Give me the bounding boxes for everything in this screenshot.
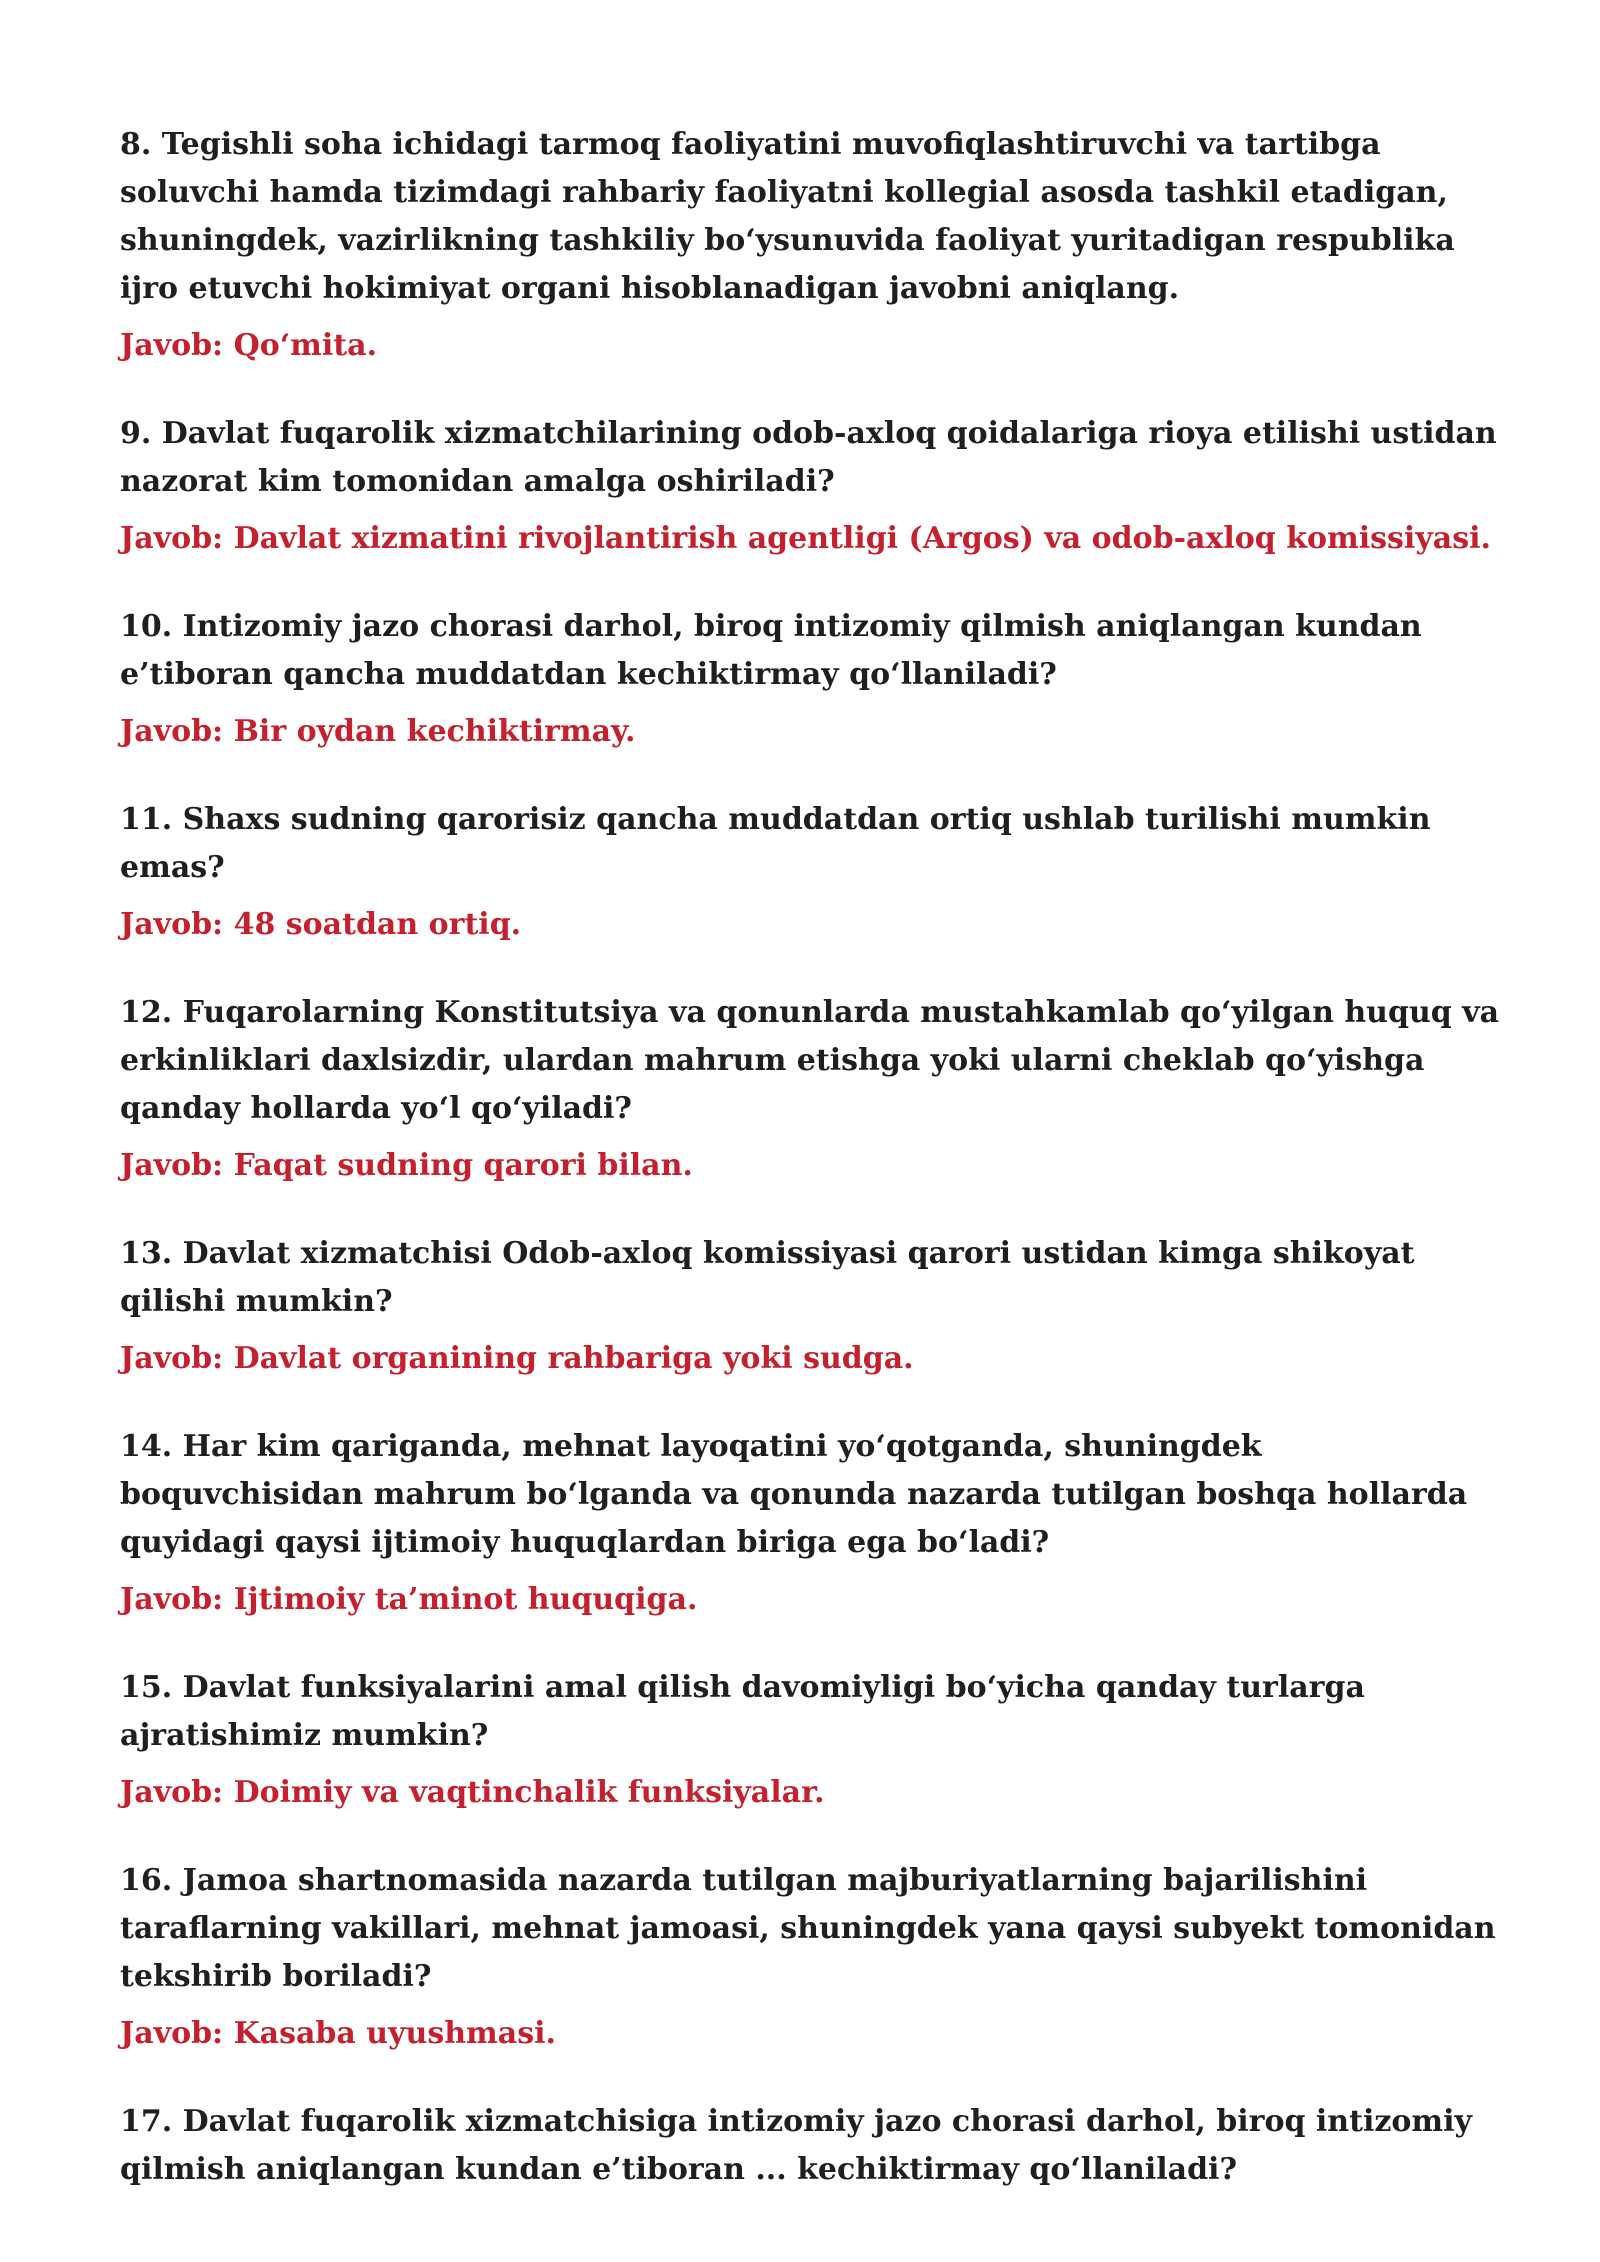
question-10: 10. Intizomiy jazo chorasi darhol, biroq intizomiy qilmish aniqlangan kundan e’tiboran qancha muddatdan kechiktirmay qo‘llaniladi? [120, 609, 1422, 692]
answer-12: Javob: Faqat sudning qarori bilan. [120, 1148, 693, 1183]
answer-14: Javob: Ijtimoiy ta’minot huquqiga. [120, 1582, 698, 1617]
qa-item-15 [120, 1664, 1500, 1817]
answer-8: Javob: Qo‘mita. [120, 328, 378, 363]
answer-15: Javob: Doimiy va vaqtinchalik funksiyalar. [120, 1775, 825, 1810]
qa-item-8 [120, 121, 1500, 370]
question-17: 17. Davlat fuqarolik xizmatchisiga intizomiy jazo chorasi darhol, biroq intizomiy qilmish aniqlangan kundan e’tiboran ... kechiktirmay qo‘llaniladi? [120, 2104, 1472, 2187]
question-9: 9. Davlat fuqarolik xizmatchilarining odob-axloq qoidalariga rioya etilishi ustidan nazorat kim tomonidan amalga oshiriladi? [120, 416, 1497, 499]
qa-item-13 [120, 1230, 1500, 1383]
question-16: 16. Jamoa shartnomasida nazarda tutilgan majburiyatlarning bajarilishini taraflarning vakillari, mehnat jamoasi, shuningdek yana qaysi subyekt tomonidan tekshirib boriladi? [120, 1863, 1496, 1994]
qa-item-10 [120, 603, 1500, 756]
question-14: 14. Har kim qariganda, mehnat layoqatini yo‘qotganda, shuningdek boquvchisidan mahrum bo‘lganda va qonunda nazarda tutilgan boshqa hollarda quyidagi qaysi ijtimoiy huquqlardan biriga ega bo‘ladi? [120, 1429, 1468, 1560]
question-11: 11. Shaxs sudning qarorisiz qancha muddatdan ortiq ushlab turilishi mumkin emas? [120, 802, 1431, 885]
question-12: 12. Fuqarolarning Konstitutsiya va qonunlarda mustahkamlab qo‘yilgan huquq va erkinliklari daxlsizdir, ulardan mahrum etishga yoki ularni cheklab qo‘yishga qanday hollarda yo‘l qo‘yiladi? [120, 995, 1500, 1126]
question-15: 15. Davlat funksiyalarini amal qilish davomiyligi bo‘yicha qanday turlarga ajratishimiz mumkin? [120, 1670, 1365, 1753]
answer-16: Javob: Kasaba uyushmasi. [120, 2016, 556, 2051]
answer-10: Javob: Bir oydan kechiktirmay. [120, 714, 636, 749]
qa-item-9 [120, 410, 1500, 563]
qa-item-11 [120, 796, 1500, 949]
qa-item-17 [120, 2098, 1500, 2194]
question-13: 13. Davlat xizmatchisi Odob-axloq komissiyasi qarori ustidan kimga shikoyat qilishi mumkin? [120, 1236, 1415, 1319]
answer-13: Javob: Davlat organining rahbariga yoki sudga. [120, 1341, 914, 1376]
qa-item-12 [120, 989, 1500, 1190]
qa-item-14 [120, 1423, 1500, 1624]
answer-9: Javob: Davlat xizmatini rivojlantirish agentligi (Argos) va odob-axloq komissiyasi. [120, 521, 1491, 556]
qa-item-16 [120, 1857, 1500, 2058]
question-8: 8. Tegishli soha ichidagi tarmoq faoliyatini muvofiqlashtiruvchi va tartibga soluvchi hamda tizimdagi rahbariy faoliyatni kollegial asosda tashkil etadigan, shuningdek, vazirlikning tashkiliy bo‘ysunuvida faoliyat yuritadigan respublika ijro etuvchi hokimiyat organi hisoblanadigan javobni aniqlang. [120, 127, 1455, 306]
answer-11: Javob: 48 soatdan ortiq. [120, 907, 522, 942]
